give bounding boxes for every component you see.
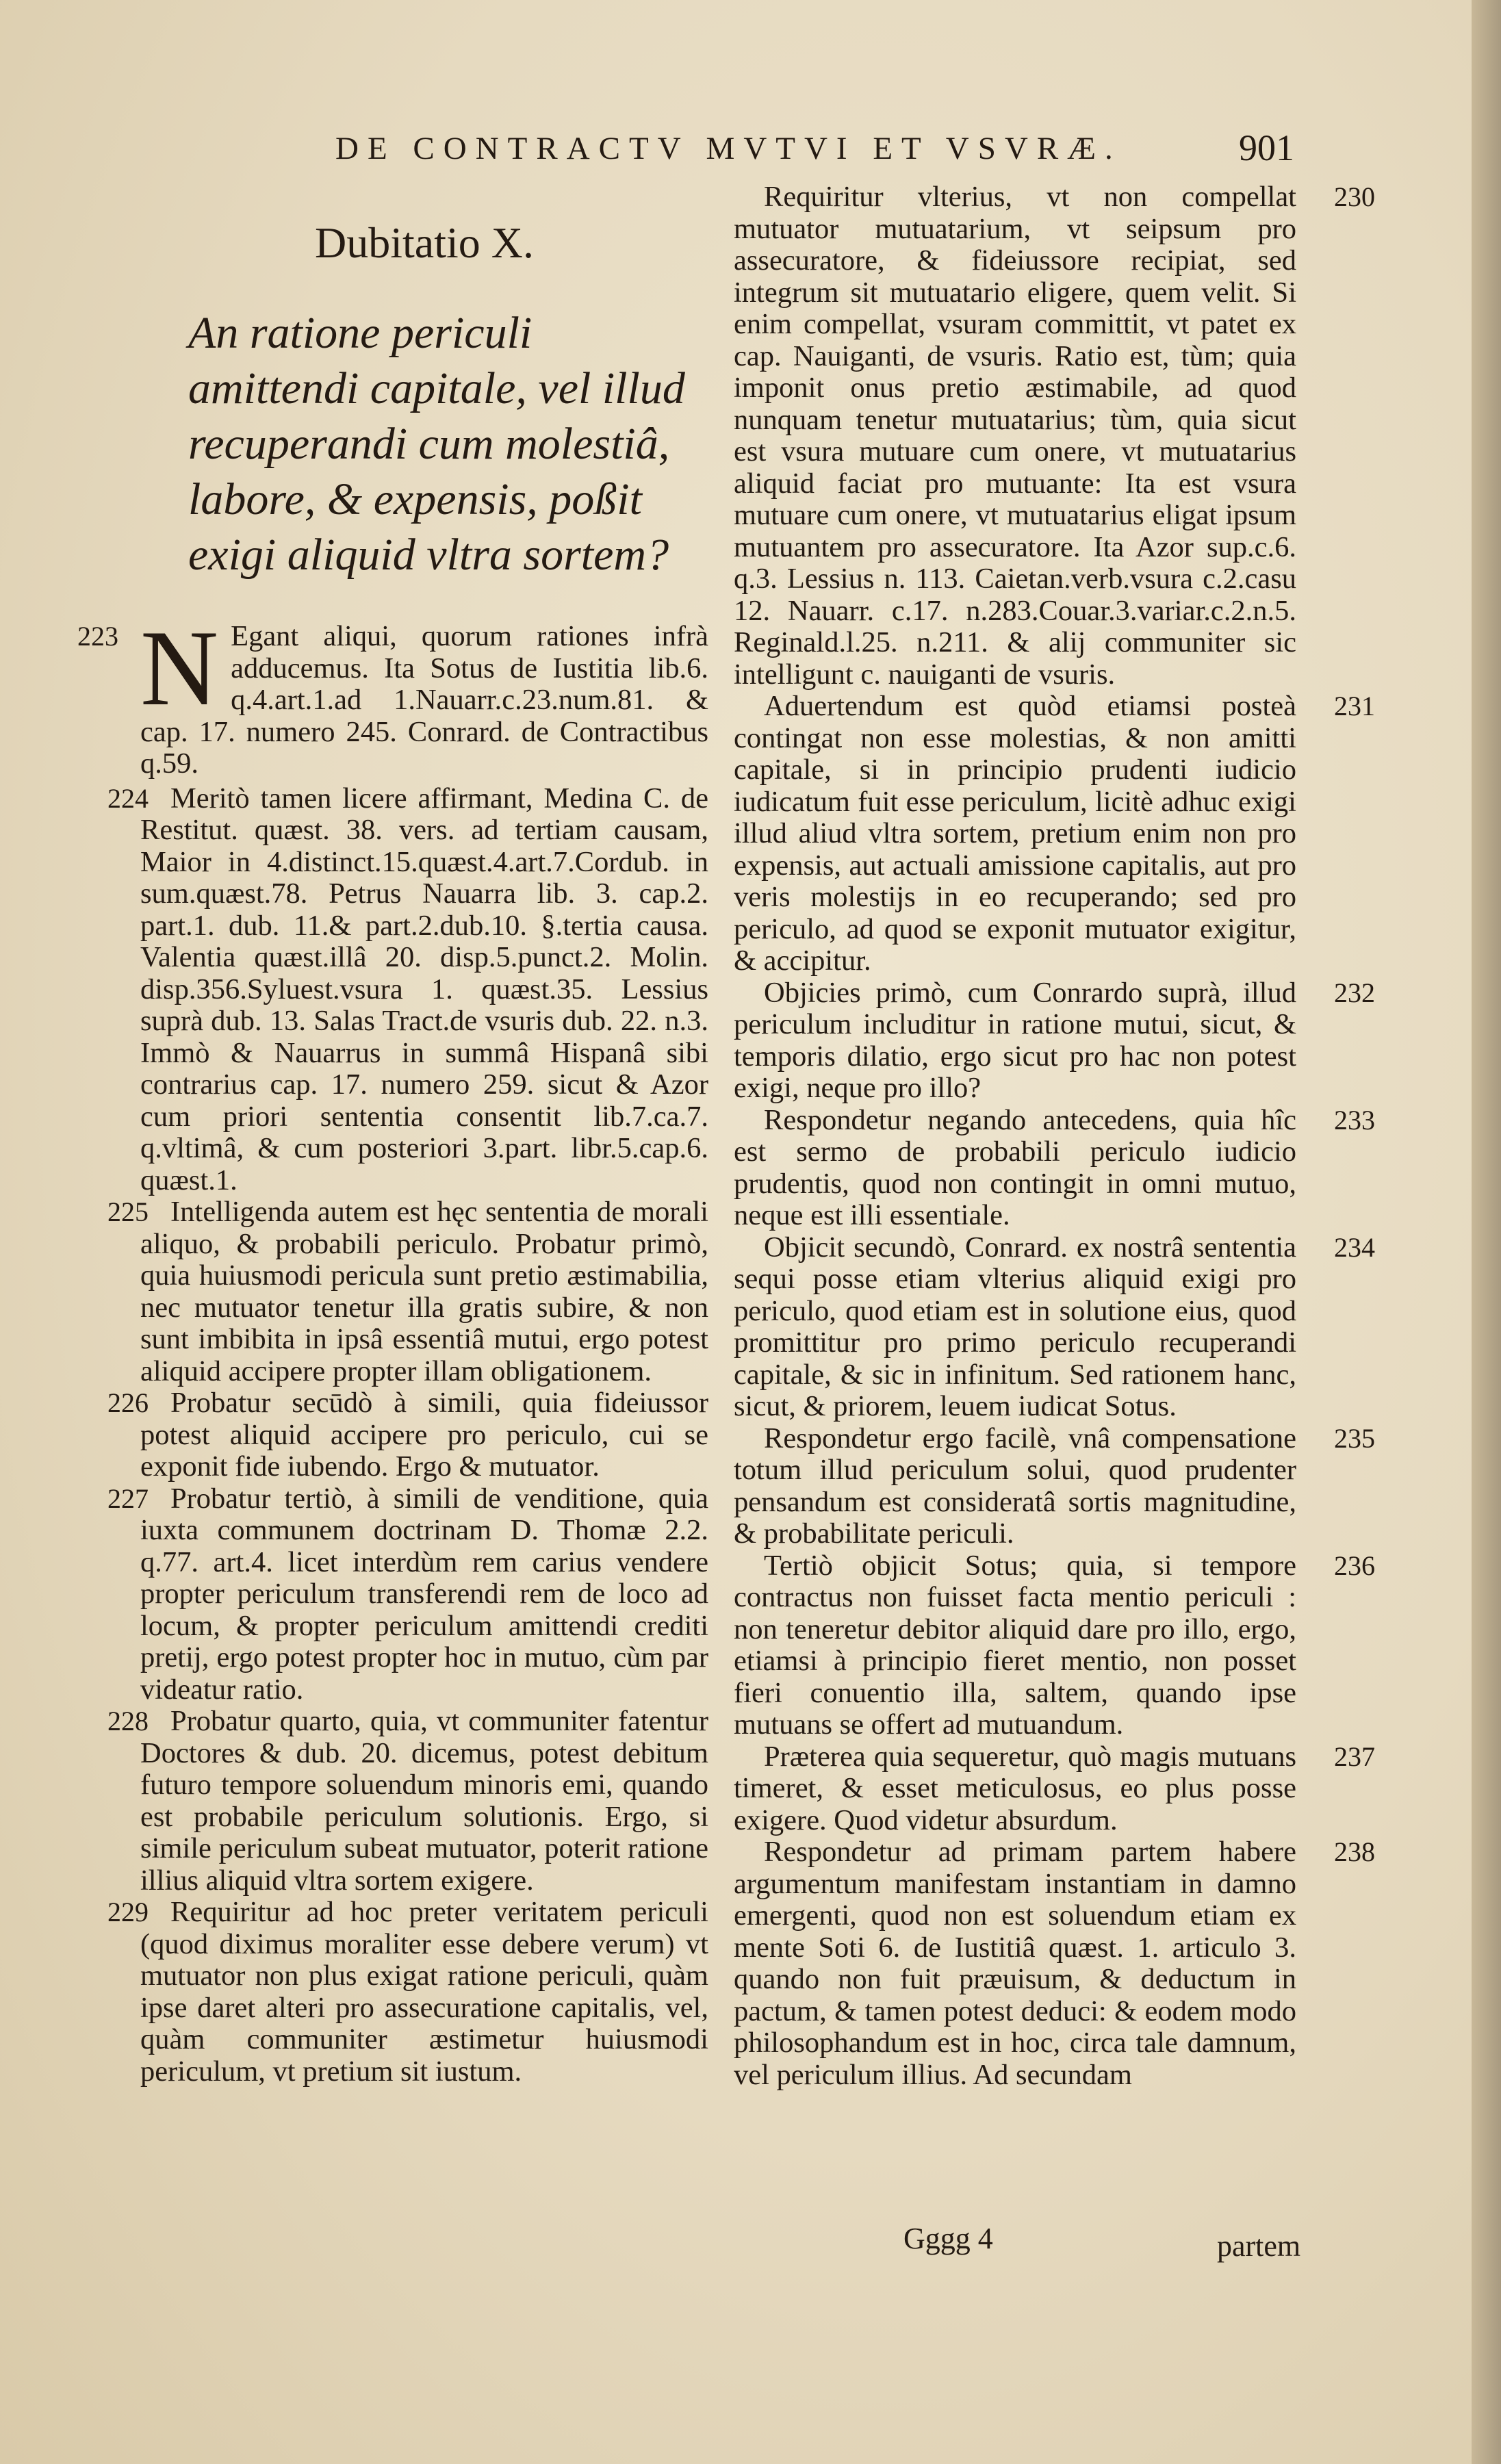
paragraph-text: Præterea quia sequeretur, quò magis mutuans timeret, & esset meticulosus, eo plus posse exigere. Quod videtur absurdum. (734, 1740, 1296, 1836)
paragraph-text: Probatur quarto, quia, vt communiter fatentur Doctores & dub. 20. dicemus, potest debitum futuro tempore soluendum minoris emi, quando est probabile periculum solutionis. Ergo, si simile periculum subeat mutuator, poterit ratione illius aliquid vltra sortem exigere. (140, 1705, 708, 1897)
right-column (734, 181, 1375, 2091)
paragraph-number: 233 (1334, 1104, 1375, 1135)
paragraph-229 (107, 1896, 708, 2088)
paragraph-237 (734, 1740, 1375, 1837)
paragraph-225 (107, 1196, 708, 1387)
paragraph-230 (734, 181, 1375, 691)
paragraph-231 (734, 690, 1375, 977)
paragraph-238 (734, 1836, 1375, 2091)
paragraph-236 (734, 1549, 1375, 1741)
paragraph-number: 229 (107, 1897, 149, 1927)
paragraph-number: 230 (1334, 181, 1375, 212)
paragraph-number: 223 (77, 621, 118, 652)
paragraph-number: 224 (107, 782, 149, 814)
paragraph-text: Tertiò objicit Sotus; quia, si tempore contractus non fuisset facta mentio periculi : non teneretur debitor aliquid dare pro illo, ergo, etiamsi à principio fieret mentio, non posset fieri conuentio illa, saltem, quando ipse mutuans se offert ad mutuandum. (734, 1549, 1296, 1741)
paragraph-232 (734, 976, 1375, 1105)
paragraph-text: Respondetur negando antecedens, quia hîc est sermo de probabili periculo iudicio prudentis, quod non contingit in omni mutuo, neque est illi essentiale. (734, 1103, 1296, 1231)
paragraph-text: Meritò tamen licere affirmant, Medina C. de Restitut. quæst. 38. vers. ad tertiam causam, Maior in 4.distinct.15.quæst.4.art.7.Cordub. in sum.quæst.78. Petrus Nauarra lib. 3. cap.2. part.1. dub. 11.& part.2.dub.10. §.tertia causa. Valentia quæst.illâ 20. disp.5.punct.2. Molin. disp.356.Syluest.vsura 1. quæst.35. Lessius suprà dub. 13. Salas Tract.de vsuris dub. 22. n.3. Immò & Nauarrus in summâ Hispanâ sibi contrarius cap. 17. numero 259. sicut & Azor cum priori sententia consentit lib.7.ca.7. q.vltimâ, & cum posteriori 3.part. libr.5.cap.6. quæst.1. (140, 782, 708, 1196)
paragraph-text: Objicies primò, cum Conrardo suprà, illud periculum includitur in ratione mutui, sicut, & temporis dilatio, ergo sicut pro hac non potest exigi, neque pro illo? (734, 976, 1296, 1104)
section-heading: Dubitatio X. (315, 218, 534, 267)
drop-cap: N (140, 608, 219, 728)
paragraph-number: 234 (1334, 1231, 1375, 1263)
paragraph-text: Respondetur ergo facilè, vnâ compensatione totum illud periculum solui, quod prudenter pensandum est consideratâ sortis magnitudine, & probabilitate periculi. (734, 1422, 1296, 1550)
paragraph-224 (107, 782, 708, 1197)
running-title: DE CONTRACTV MVTVI ET VSVRÆ. (335, 131, 1122, 166)
paragraph-233 (734, 1103, 1375, 1232)
signature-mark: Gggg 4 (903, 2222, 993, 2255)
question-title: An ratione periculi amittendi capitale, vel illud recuperandi cum molestiâ, labore, & expensis, poßit exigi aliquid vltra sortem? (188, 308, 685, 580)
paragraph-number: 227 (107, 1483, 149, 1514)
paragraph-text: Egant aliqui, quorum rationes infrà adducemus. Ita Sotus de Iustitia lib.6. q.4.art.1.ad 1.Nauarr.c.23.num.81. & cap. 17. numero 245. Conrard. de Contractibus q.59. (140, 620, 708, 780)
paragraph-227 (107, 1482, 708, 1706)
paragraph-number: 228 (107, 1706, 149, 1736)
paragraph-text: Aduertendum est quòd etiamsi posteà contingat non esse molestias, & non amitti capitale, si in principio prudenti iudicio iudicatum fuit esse periculum, licitè adhuc exigi illud aliud vltra sortem, pretium enim non pro expensis, aut actuali amissione capitalis, aut pro veris molestijs in eo recuperando; sed pro periculo, ad quod se exponit mutuator exigitur, & accipitur. (734, 690, 1296, 977)
paragraph-223 (77, 608, 708, 780)
paragraph-number: 236 (1334, 1550, 1375, 1581)
paragraph-number: 237 (1334, 1741, 1375, 1772)
paragraph-text: Objicit secundò, Conrard. ex nostrâ sententia sequi posse etiam vlterius aliquid exigi pro periculo, quod etiam est in solutione eius, quod promittitur pro primo periculo recuperandi capitale, & sic in infinitum. Sed rationem hanc, sicut, & priorem, leuem iudicat Sotus. (734, 1231, 1296, 1422)
page-edge (1472, 0, 1501, 2464)
page-number: 901 (1239, 127, 1294, 168)
left-column (77, 218, 708, 2088)
catchword: partem (1217, 2229, 1301, 2263)
paragraph-number: 238 (1334, 1836, 1375, 1867)
paragraph-text: Intelligenda autem est hęc sententia de morali aliquo, & probabili periculo. Probatur primò, quia huiusmodi pericula sunt pretio æstimabilia, nec mutuator tenetur illa gratis subire, & non sunt imbibita in ipsâ essentiâ mutui, ergo potest aliquid accipere propter illam obligationem. (140, 1196, 708, 1387)
paragraph-number: 231 (1334, 691, 1375, 721)
paragraph-number: 232 (1334, 977, 1375, 1008)
paragraph-text: Requiritur vlterius, vt non compellat mutuator mutuatarium, vt seipsum pro assecuratore, & fideiussore recipiat, sed integrum sit mutuatario eligere, quem velit. Si enim compellat, vsuram committit, vt patet ex cap. Nauiganti, de vsuris. Ratio est, tùm; quia imponit onus pretio æstimabile, ad quod nunquam tenetur mutuatarius; tùm, quia sicut est vsura mutuare cum onere, vt mutuatarius aliquid faciat pro mutuante: Ita est vsura mutuare cum onere, vt mutuatarius eligat ipsum mutuantem pro assecuratore. Ita Azor sup.c.6. q.3. Lessius n. 113. Caietan.verb.vsura c.2.casu 12. Nauarr. c.17. n.283.Couar.3.variar.c.2.n.5. Reginald.l.25. n.211. & alij communiter sic intelligunt c. nauiganti de vsuris. (734, 181, 1296, 691)
paragraph-number: 225 (107, 1196, 149, 1227)
paragraph-number: 226 (107, 1387, 149, 1418)
paragraph-228 (107, 1705, 708, 1897)
paragraph-text: Probatur tertiò, à simili de venditione, quia iuxta communem doctrinam D. Thomæ 2.2. q.77. art.4. licet interdùm rem carius vendere propter periculum transferendi rem de loco ad locum, & propter periculum amittendi crediti pretij, ergo potest propter hoc in mutuo, cùm par videatur ratio. (140, 1482, 708, 1706)
paragraph-number: 235 (1334, 1422, 1375, 1454)
paragraph-text: Probatur secūdò à simili, quia fideiussor potest aliquid accipere pro periculo, cui se exponit fide iubendo. Ergo & mutuator. (140, 1387, 708, 1483)
paragraph-235 (734, 1422, 1375, 1550)
paragraph-text: Requiritur ad hoc preter veritatem periculi (quod diximus moraliter esse debere verum) vt mutuator non plus exigat ratione periculi, quàm ipse daret alteri pro assecuratione capitalis, vel, quàm communiter æstimetur huiusmodi periculum, vt pretium sit iustum. (140, 1896, 708, 2088)
paragraph-226 (107, 1387, 708, 1483)
paragraph-text: Respondetur ad primam partem habere argumentum manifestam instantiam in damno emergenti, quod non est soluendum etiam ex mente Soti 6. de Iustitiâ quæst. 1. articulo 3. quando non fuit præuisum, & deductum in pactum, & tamen potest deduci: & eodem modo philosophandum est in hoc, circa tale damnum, vel periculum illius. Ad secundam (734, 1836, 1296, 2091)
paragraph-234 (734, 1231, 1375, 1423)
